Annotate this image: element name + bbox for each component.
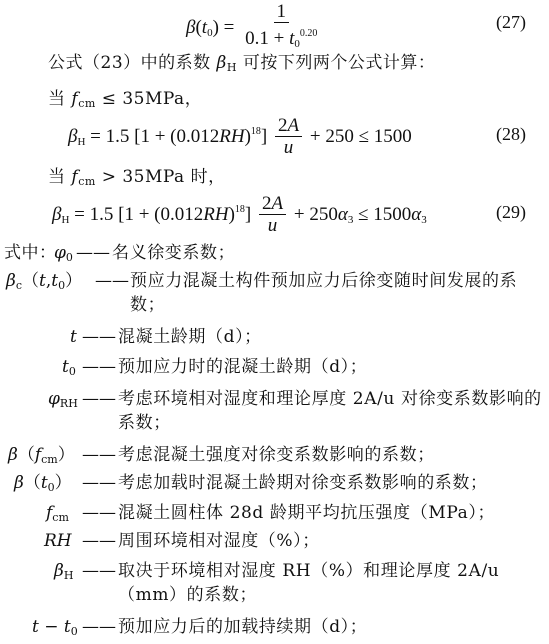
dash: —— [82,327,116,347]
symbol-beta-c: $\beta_c(t,t_0)$ [6,271,83,292]
dash: —— [82,357,116,377]
symbol-beta-fcm: $\beta(f_{cm})$ [8,445,75,466]
dash: —— [76,243,110,263]
symbol-duration: $t - t_0$ [32,617,78,638]
symbol-beta-t0: $\beta(t_0)$ [14,473,72,494]
definition-duration: 预加应力后的加载持续期（d）； [118,617,368,637]
equation-27: $\beta(t_0)$ = $\frac{1}{0.1 + t_0^{0.20}}$ [186,1,318,50]
definition-phi-rh: 考虑环境相对湿度和理论厚度 2A/u 对徐变系数影响的系数； [118,389,542,433]
symbol-t: t [70,327,77,347]
definition-t: 混凝土龄期（d）； [118,327,262,347]
symbol-phi-rh: $\varphi_{RH}$ [48,389,78,410]
where-label: 式中： [4,243,57,263]
dash: —— [95,271,129,291]
definition-fcm: 混凝土圆柱体 28d 龄期平均抗压强度（MPa）； [118,503,496,523]
intro-text: 公式（23）中的系数 $\beta_H$ 可按下列两个公式计算： [48,53,436,74]
dash: —— [82,503,116,523]
equation-29: $\beta_H = 1.5$ $[1 + (0.012RH)^{18}]$ $\frac{2A}{u}$ + $250\alpha_3 \le 1500\alpha_3$ [52,193,427,236]
equation-28-number: (28) [496,124,526,144]
dash: —— [82,561,116,581]
definition-t0: 预加应力时的混凝土龄期（d）； [118,357,368,377]
dash: —— [82,473,116,493]
definition-beta-t0: 考虑加载时混凝土龄期对徐变系数影响的系数； [118,473,488,493]
equation-28: $\beta_H = 1.5$ $[1 + (0.012RH)^{18}]$ $\frac{2A}{u}$ + 250 ≤ 1500 [68,115,412,158]
definition-rh: 周围环境相对湿度（%）； [118,531,320,551]
definition-beta-h: 取决于环境相对湿度 RH（%）和理论厚度 2A/u（mm）的系数； [118,561,500,605]
condition-1: 当 $f_{cm} \le 35MPa$， [48,89,203,110]
definition-beta-c: 预应力混凝土构件预加应力后徐变随时间发展的系数； [130,271,518,315]
dash: —— [82,531,116,551]
symbol-rh: RH [44,531,72,551]
equation-27-number: (27) [496,12,526,32]
definition-phi0: 名义徐变系数； [112,243,236,263]
definition-beta-fcm: 考虑混凝土强度对徐变系数影响的系数； [118,445,435,465]
dash: —— [82,389,116,409]
symbol-beta-h: $\beta_H$ [54,561,74,582]
symbol-t0: $t_0$ [62,357,76,378]
dash: —— [82,617,116,637]
condition-2: 当 $f_{cm} > 35MPa$ 时， [48,167,226,188]
symbol-fcm: $f_{cm}$ [46,503,69,524]
dash: —— [82,445,116,465]
equation-29-number: (29) [496,202,526,222]
symbol-phi0: $\varphi_0$ [54,243,73,264]
